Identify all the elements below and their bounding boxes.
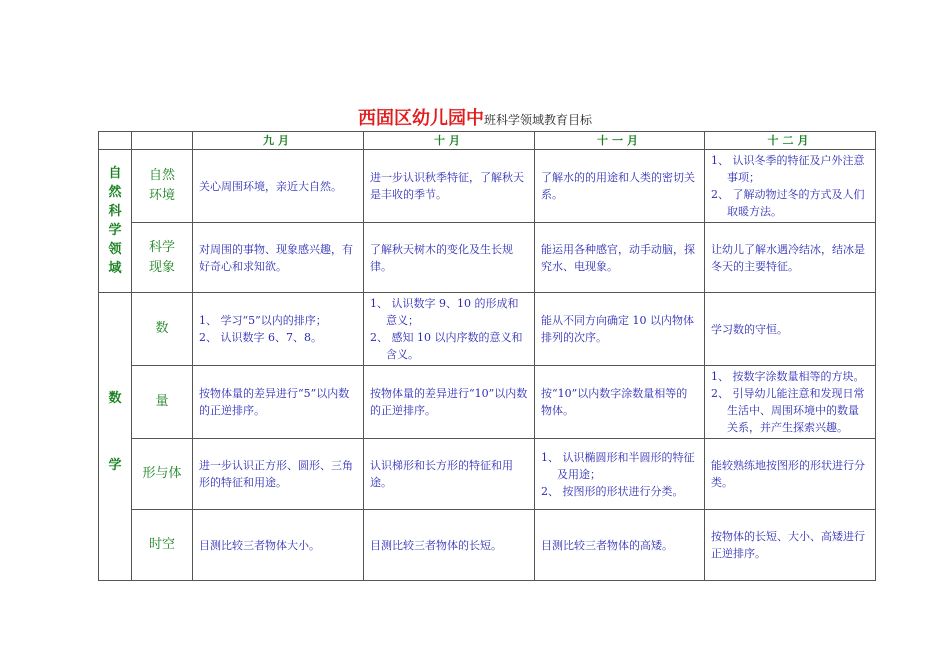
goal-list-item: 1、 按数字涂数量相等的方块。	[711, 370, 865, 383]
subcategory-label: 科学 现象	[148, 239, 175, 275]
subcategory	[132, 223, 193, 293]
table-row	[99, 366, 876, 439]
goal-cell	[193, 510, 364, 581]
subcategory-label: 时空	[148, 537, 175, 552]
goal-cell	[705, 293, 876, 366]
goal-text: 目测比较三者物体的长短。	[370, 538, 502, 552]
goal-cell	[364, 150, 535, 223]
goal-text: 按物体的长短、大小、高矮进行正逆排序。	[711, 530, 865, 560]
goal-text: 目测比较三者物体大小。	[199, 538, 320, 552]
table-row	[99, 510, 876, 581]
goal-text: 认识梯形和长方形的特征和用途。	[370, 459, 513, 489]
corner-cell	[99, 132, 132, 150]
title-subject: 班科学领域教育目标	[483, 113, 592, 127]
goal-cell	[535, 510, 705, 581]
goal-list-item: 2、 按图形的形状进行分类。	[541, 484, 684, 498]
goal-cell	[535, 150, 705, 223]
header-row	[99, 132, 876, 150]
goal-list-item: 1、 认识冬季的特征及户外注意事项；	[711, 154, 865, 184]
goal-cell	[705, 439, 876, 510]
goal-text: 让幼儿了解水遇冷结冰，结冰是冬天的主要特征。	[711, 242, 865, 273]
category-math	[99, 293, 132, 581]
table-row	[99, 150, 876, 223]
goal-cell	[535, 293, 705, 366]
goal-text: 学习数的守恒。	[711, 322, 788, 336]
goal-list-item: 2、 感知 10 以内序数的意义和含义。	[370, 331, 523, 361]
goal-cell	[193, 223, 364, 293]
subcategory-label: 自然 环境	[148, 168, 175, 203]
goal-list	[711, 368, 869, 436]
goals-table	[98, 131, 876, 581]
goal-text: 按物体量的差异进行“5”以内数的正逆排序。	[199, 387, 350, 417]
goal-cell	[535, 439, 705, 510]
page-title	[0, 104, 950, 130]
title-school: 西固区幼儿园中	[357, 108, 484, 129]
goal-text: 了解水的的用途和人类的密切关系。	[541, 171, 695, 201]
goal-text: 按物体量的差异进行“10”以内数的正逆排序。	[370, 387, 528, 417]
subcategory-label: 数	[155, 321, 169, 336]
subcategory-label: 量	[155, 394, 169, 409]
goal-cell	[364, 510, 535, 581]
goal-text: 能较熟练地按图形的形状进行分类。	[711, 459, 865, 489]
goal-list	[199, 312, 357, 346]
goal-cell	[364, 293, 535, 366]
goal-list	[370, 295, 528, 363]
goal-cell	[364, 366, 535, 439]
subcategory	[132, 150, 193, 223]
goal-text: 了解秋天树木的变化及生长规律。	[370, 242, 513, 273]
goal-text: 目测比较三者物体的高矮。	[541, 538, 673, 552]
month-header: 十二月	[705, 132, 876, 150]
goal-text: 按“10”以内数字涂数量相等的物体。	[541, 387, 688, 417]
goal-cell	[193, 150, 364, 223]
month-header: 十月	[364, 132, 535, 150]
goal-list-item: 2、 了解动物过冬的方式及人们取暖方法。	[711, 188, 865, 218]
goal-list-item: 2、 认识数字 6、7、8。	[199, 331, 322, 344]
category-label-top: 数	[108, 391, 122, 406]
corner-cell-2	[132, 132, 193, 150]
goal-list-item: 1、 认识数字 9、10 的形成和意义；	[370, 297, 519, 327]
goal-text: 对周围的事物、现象感兴趣，有好奇心和求知欲。	[199, 242, 353, 273]
goal-list-item: 1、 学习“5”以内的排序；	[199, 314, 327, 327]
table-row	[99, 223, 876, 293]
goal-list	[711, 152, 869, 220]
goal-list	[541, 449, 698, 500]
goal-list-item: 1、 认识椭圆形和半圆形的特征及用途；	[541, 450, 695, 481]
goal-cell	[705, 150, 876, 223]
month-header: 九月	[193, 132, 364, 150]
table-row	[99, 439, 876, 510]
goal-cell	[705, 510, 876, 581]
goal-cell	[193, 366, 364, 439]
goal-cell	[193, 293, 364, 366]
subcategory	[132, 510, 193, 581]
goal-list-item: 2、 引导幼儿能注意和发现日常生活中、周围环境中的数量关系，并产生探索兴趣。	[711, 387, 865, 434]
goal-text: 关心周围环境，亲近大自然。	[199, 179, 342, 193]
goal-cell	[364, 439, 535, 510]
goal-text: 进一步认识正方形、圆形、三角形的特征和用途。	[199, 459, 353, 489]
subcategory	[132, 439, 193, 510]
category-nature-science	[99, 150, 132, 293]
subcategory	[132, 293, 193, 366]
category-label: 自 然 科 学 领 域	[108, 166, 122, 276]
goal-text: 进一步认识秋季特征，了解秋天是丰收的季节。	[370, 171, 524, 201]
table-row	[99, 293, 876, 366]
goal-cell	[705, 223, 876, 293]
goal-cell	[535, 366, 705, 439]
goal-text: 能从不同方向确定 10 以内物体排列的次序。	[541, 314, 694, 344]
goal-text: 能运用各种感官，动手动脑，探究水、电现象。	[541, 242, 695, 273]
month-header: 十一月	[535, 132, 705, 150]
subcategory-label: 形与体	[142, 466, 182, 481]
subcategory	[132, 366, 193, 439]
category-label-bottom: 学	[108, 458, 122, 473]
goal-cell	[705, 366, 876, 439]
goal-cell	[535, 223, 705, 293]
goal-cell	[193, 439, 364, 510]
goal-cell	[364, 223, 535, 293]
